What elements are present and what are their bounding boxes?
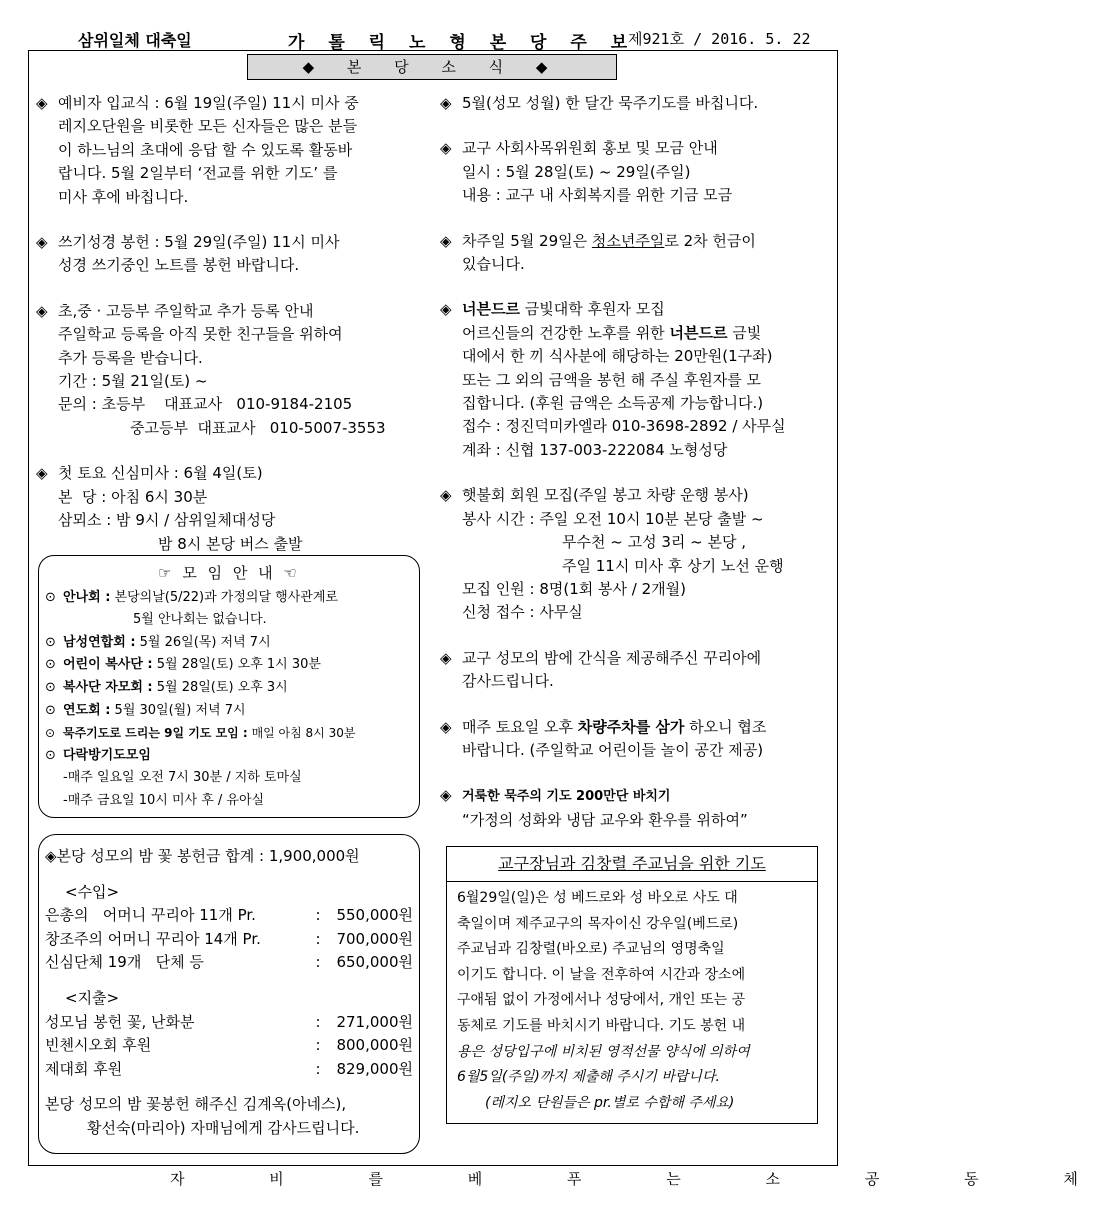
income-row: 창조주의 어머니 꾸리아 14개 Pr. : 700,000원	[45, 928, 413, 952]
contact-label: 문의 :	[58, 395, 97, 414]
notice-line: 접수 : 정진덕미카엘라 010-3698-2892 / 사무실	[462, 417, 786, 436]
notice-line: 기간 : 5월 21일(토) ~	[58, 372, 208, 391]
prayer-line: 6월29일(일)은 성 베드로와 성 바오로 사도 대	[457, 890, 738, 906]
offering-total: ◈본당 성모의 밤 꽃 봉헌금 합계 : 1,900,000원	[45, 847, 360, 865]
notice-first-saturday	[36, 462, 436, 556]
notice-text: 어르신들의 건강한 노후를 위한	[462, 323, 665, 342]
notice-line: 첫 토요 신심미사 : 6월 4일(토)	[58, 464, 263, 483]
notice-line: 모집 인원 : 8명(1회 봉사 / 2개월)	[462, 579, 686, 598]
notice-text: 로 2차 헌금이	[664, 231, 756, 250]
notice-youth-sunday	[440, 230, 835, 277]
notice-line: 이 하느님의 초대에 응답 할 수 있도록 활동바	[58, 140, 353, 159]
notice-text: 매주 토요일 오후	[462, 717, 578, 736]
meeting-item	[45, 700, 413, 723]
notice-line: 교구 사회사목위원회 홍보 및 모금 안내	[462, 139, 718, 158]
section-title: ◆ 본 당 소 식 ◆	[247, 54, 617, 80]
notice-line: 쓰기성경 봉헌 : 5월 29일(주일) 11시 미사	[58, 233, 340, 252]
notice-text: 차주일 5월 29일은	[462, 231, 592, 250]
expense-value: 829,000원	[336, 1059, 413, 1078]
notice-bible-writing	[36, 231, 436, 278]
notice-line: 대에서 한 끼 식사분에 해당하는 20만원(1구좌)	[462, 347, 773, 366]
expense-label: 성모님 봉헌 꽃, 난화분	[45, 1012, 195, 1031]
contact-secondary: 중고등부 대표교사 010-5007-3553	[130, 418, 386, 437]
expense-label: 빈첸시오회 후원	[45, 1036, 152, 1055]
meeting-text: 본당의날(5/22)과 가정의달 행사관계로	[114, 589, 338, 605]
income-label: 은총의 어머니 꾸리아 11개 Pr.	[45, 906, 256, 925]
income-value: 650,000원	[336, 953, 413, 972]
header-feast: 삼위일체 대축일	[78, 31, 192, 50]
notice-line: 교구 성모의 밤에 간식을 제공해주신 꾸리아에	[462, 648, 762, 667]
notice-line: 미사 후에 바칩니다.	[58, 187, 189, 206]
meeting-title: ☞ 모 임 안 내 ☜	[158, 564, 300, 582]
diamond-bullet-icon: ◈	[440, 486, 452, 505]
notice-catechumen	[36, 92, 436, 209]
diamond-bullet-icon: ◈	[440, 300, 452, 319]
expense-row: 성모님 봉헌 꽃, 난화분 : 271,000원	[45, 1011, 413, 1035]
brand-name: 너븐드르	[669, 323, 728, 342]
meeting-item	[45, 632, 413, 655]
meeting-label: 다락방기도모임	[63, 747, 151, 763]
expense-value: 271,000원	[336, 1012, 413, 1031]
notice-line: 삼뫼소 : 밤 9시 / 삼위일체대성당	[58, 511, 276, 530]
diamond-bullet-icon: ◈	[36, 464, 48, 483]
meeting-label: 묵주기도로 드리는 9일 기도 모임 :	[63, 726, 248, 741]
prayer-line: 동체로 기도를 바치시기 바랍니다. 기도 봉헌 내	[457, 1017, 746, 1034]
diamond-bullet-icon: ◈	[440, 231, 452, 250]
notice-line: 있습니다.	[462, 255, 525, 274]
footer-motto: 자 비 를 베 푸 는 소 공 동 체	[170, 1170, 1118, 1188]
notice-line: 또는 그 외의 금액을 봉헌 해 주실 후원자를 모	[462, 370, 761, 389]
income-value: 700,000원	[336, 929, 413, 948]
notice-parking	[440, 716, 835, 763]
prayer-line: 용은 성당입구에 비치된 영적선물 양식에 의하여	[457, 1043, 750, 1060]
notice-volunteer-drivers	[440, 484, 835, 624]
meeting-label: 연도회 :	[63, 702, 111, 718]
notice-text: 금빛대학 후원자 모집	[524, 300, 665, 319]
notice-thanks-curia	[440, 647, 835, 694]
notice-line: 밤 8시 본당 버스 출발	[158, 534, 303, 553]
meeting-label: 어린이 복사단 :	[63, 657, 153, 673]
notice-line: 집합니다. (후원 금액은 소득공제 가능합니다.)	[462, 394, 764, 413]
meeting-sub: -매주 금요일 10시 미사 후 / 유아실	[63, 792, 265, 808]
notice-line: 성경 쓰기중인 노트를 봉헌 바랍니다.	[58, 256, 300, 275]
meeting-label: 복사단 자모회 :	[63, 679, 153, 695]
circle-dot-icon: ⊙	[45, 702, 56, 718]
diamond-bullet-icon: ◈	[36, 94, 48, 112]
notice-line: 예비자 입교식 : 6월 19일(주일) 11시 미사 중	[58, 94, 359, 112]
income-value: 550,000원	[336, 906, 413, 925]
notice-line: 신청 접수 : 사무실	[462, 603, 583, 622]
diamond-bullet-icon: ◈	[440, 139, 452, 158]
meeting-item	[45, 745, 413, 768]
notice-line: 무수천 ~ 고성 3리 ~ 본당 ,	[562, 533, 746, 552]
income-row: 신심단체 19개 단체 등 : 650,000원	[45, 951, 413, 975]
header-issue: 제921호 / 2016. 5. 22	[628, 30, 811, 48]
notice-social-ministry	[440, 137, 835, 207]
notice-line: 주일학교 등록을 아직 못한 친구들을 위하여	[58, 325, 343, 344]
expense-value: 800,000원	[336, 1036, 413, 1055]
thanks-line: 황선숙(마리아) 자매님에게 감사드립니다.	[87, 1118, 360, 1137]
circle-dot-icon: ⊙	[45, 726, 56, 741]
expense-label: 제대회 후원	[45, 1059, 123, 1078]
diamond-bullet-icon: ◈	[36, 301, 48, 320]
notice-line: 본 당 : 아침 6시 30분	[58, 487, 208, 506]
notice-line: 일시 : 5월 28일(토) ~ 29일(주일)	[462, 162, 691, 181]
notice-line: 바랍니다. (주일학교 어린이들 놀이 공간 제공)	[462, 740, 764, 759]
diamond-bullet-icon: ◈	[440, 717, 452, 736]
expense-row: 빈첸시오회 후원 : 800,000원	[45, 1034, 413, 1058]
meeting-sub: 5월 안나회는 없습니다.	[133, 612, 267, 628]
prayer-line: 구애됨 없이 가정에서나 성당에서, 개인 또는 공	[457, 992, 746, 1009]
notice-line: 랍니다. 5월 2일부터 ‘전교를 위한 기도’ 를	[58, 164, 338, 183]
notice-golden-college	[440, 298, 835, 462]
notice-text: 금빛	[732, 323, 762, 342]
meeting-box	[38, 555, 420, 818]
notice-text: 하오니 협조	[684, 717, 767, 736]
expense-title: <지출>	[65, 988, 120, 1007]
notice-title: 거룩한 묵주의 기도 200만단 바치기	[462, 789, 671, 805]
header-title: 가 톨 릭 노 형 본 당 주 보	[288, 33, 637, 53]
notice-line: “가정의 성화와 냉담 교우와 환우를 위하여”	[462, 810, 748, 829]
income-label: 신심단체 19개 단체 등	[45, 953, 204, 972]
offering-box	[38, 834, 420, 1154]
right-column	[440, 92, 835, 854]
meeting-text: 5월 28일(토) 오후 1시 30분	[156, 657, 321, 673]
prayer-line: 축일이며 제주교구의 목자이신 강우일(베드로)	[457, 915, 739, 932]
left-column	[36, 92, 436, 578]
income-row: 은총의 어머니 꾸리아 11개 Pr. : 550,000원	[45, 904, 413, 928]
circle-dot-icon: ⊙	[45, 657, 56, 673]
meeting-item	[45, 677, 413, 700]
prayer-title: 교구장님과 김창렬 주교님을 위한 기도	[447, 847, 817, 882]
meeting-item	[45, 654, 413, 677]
diamond-bullet-icon: ◈	[36, 233, 48, 252]
income-label: 창조주의 어머니 꾸리아 14개 Pr.	[45, 929, 261, 948]
circle-dot-icon: ⊙	[45, 747, 56, 763]
meeting-label: 남성연합회 :	[63, 634, 136, 650]
notice-rosary-campaign	[440, 784, 835, 832]
meeting-text: 매일 아침 8시 30분	[251, 726, 356, 741]
circle-dot-icon: ⊙	[45, 679, 56, 695]
brand-name: 너븐드르	[462, 300, 520, 319]
notice-line: 초,중 · 고등부 주일학교 추가 등록 안내	[58, 301, 314, 320]
notice-rosary-month	[440, 92, 835, 115]
thanks-line: 본당 성모의 밤 꽃봉헌 해주신 김계옥(아네스),	[45, 1095, 347, 1114]
notice-line: 내용 : 교구 내 사회복지를 위한 기금 모금	[462, 186, 733, 205]
parking-warning: 차량주차를 삼가	[577, 717, 685, 736]
meeting-item	[45, 587, 413, 610]
notice-line: 햇불회 회원 모집(주일 봉고 차량 운행 봉사)	[462, 486, 749, 505]
meeting-text: 5월 30일(월) 저녁 7시	[114, 702, 246, 718]
prayer-line: 6월5일(주일)까지 제출해 주시기 바랍니다.	[457, 1069, 720, 1086]
circle-dot-icon: ⊙	[45, 589, 56, 605]
notice-line: 봉사 시간 : 주일 오전 10시 10분 본당 출발 ~	[462, 509, 764, 528]
meeting-label: 안나회 :	[63, 589, 111, 605]
meeting-sub: -매주 일요일 오전 7시 30분 / 지하 토마실	[63, 770, 302, 786]
meeting-text: 5월 26일(목) 저녁 7시	[139, 634, 271, 650]
meeting-text: 5월 28일(토) 오후 3시	[156, 679, 288, 695]
notice-line: 추가 등록을 받습니다.	[58, 348, 203, 367]
prayer-line: 이기도 합니다. 이 날을 전후하여 시간과 장소에	[457, 966, 746, 983]
income-title: <수입>	[65, 882, 120, 901]
notice-line: 계좌 : 신협 137-003-222084 노형성당	[462, 440, 728, 459]
meeting-item	[45, 722, 413, 745]
notice-line: 5월(성모 성월) 한 달간 묵주기도를 바칩니다.	[462, 94, 759, 112]
diamond-bullet-icon: ◈	[440, 648, 452, 667]
contact-elementary: 초등부 대표교사 010-9184-2105	[101, 395, 353, 414]
notice-line: 레지오단원을 비롯한 모든 신자들은 많은 분들	[58, 117, 358, 136]
prayer-box	[446, 846, 818, 1124]
diamond-bullet-icon: ◈	[440, 94, 452, 112]
notice-line: 주일 11시 미사 후 상기 노선 운행	[562, 556, 784, 575]
youth-sunday-link: 청소년주일	[591, 231, 665, 250]
expense-row: 제대회 후원 : 829,000원	[45, 1058, 413, 1082]
notice-line: 감사드립니다.	[462, 672, 554, 691]
prayer-line: 주교님과 김창렬(바오로) 주교님의 영명축일	[457, 941, 725, 958]
prayer-line: (레지오 단원들은 pr.별로 수합해 주세요)	[485, 1094, 735, 1111]
diamond-bullet-icon: ◈	[440, 786, 452, 805]
circle-dot-icon: ⊙	[45, 634, 56, 650]
notice-sunday-school	[36, 300, 436, 440]
